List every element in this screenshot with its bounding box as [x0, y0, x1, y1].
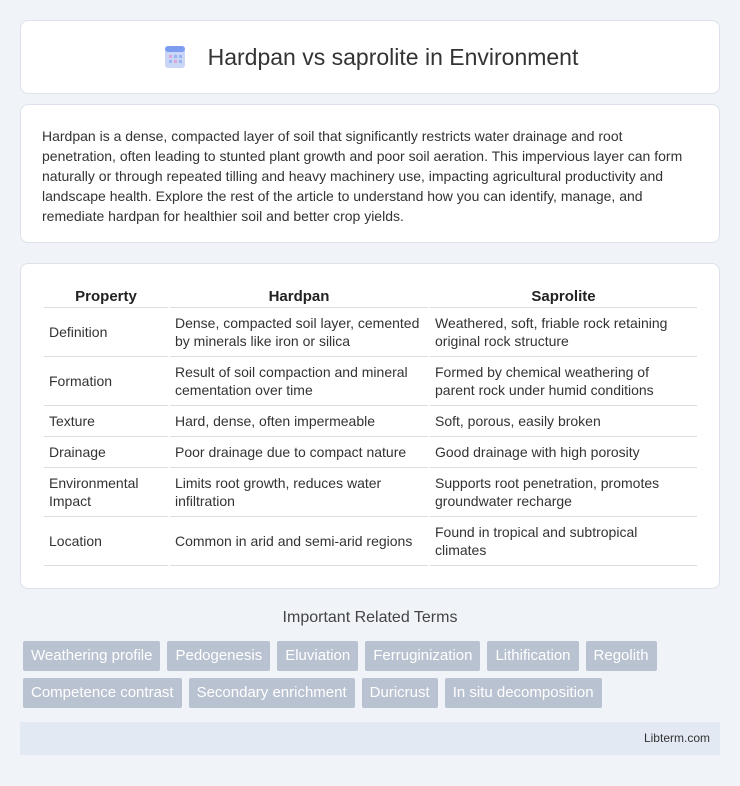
related-term-tag[interactable]: Secondary enrichment: [189, 678, 355, 708]
related-terms-title: Important Related Terms: [282, 609, 458, 626]
cell-property: Location: [44, 517, 168, 566]
related-term-tag[interactable]: Duricrust: [362, 678, 438, 708]
cell-hardpan: Hard, dense, often impermeable: [170, 406, 428, 437]
comparison-card: [20, 263, 720, 589]
table-row: [44, 357, 697, 406]
related-term-tag[interactable]: Eluviation: [277, 641, 358, 671]
table-header-row: [44, 286, 697, 308]
document-icon: [162, 44, 188, 70]
related-term-tag[interactable]: Competence contrast: [23, 678, 182, 708]
intro-text: Hardpan is a dense, compacted layer of soil that significantly restricts water drainage and root penetration, often leading to stunted plant growth and poor soil aeration. This impervious layer can form naturally or through repeated tilling and heavy machinery use, impacting agricultural productivity and landscape health. Explore the rest of the article to understand how you can identify, manage, and remediate hardpan for healthier soil and better crop yields.: [42, 128, 683, 224]
table-row: [44, 517, 697, 566]
footer-brand-link[interactable]: Libterm.com: [643, 731, 710, 745]
cell-property: Environmental Impact: [44, 468, 168, 517]
cell-property: Drainage: [44, 437, 168, 468]
comparison-table: [42, 286, 699, 566]
cell-property: Definition: [44, 308, 168, 357]
column-header-hardpan: Hardpan: [170, 286, 428, 308]
related-term-tag[interactable]: Pedogenesis: [167, 641, 270, 671]
intro-card: [20, 104, 720, 243]
column-header-saprolite: Saprolite: [430, 286, 697, 308]
cell-saprolite: Supports root penetration, promotes groundwater recharge: [430, 468, 697, 517]
cell-saprolite: Found in tropical and subtropical climates: [430, 517, 697, 566]
cell-saprolite: Formed by chemical weathering of parent rock under humid conditions: [430, 357, 697, 406]
related-term-tag[interactable]: Weathering profile: [23, 641, 160, 671]
cell-saprolite: Soft, porous, easily broken: [430, 406, 697, 437]
table-row: [44, 308, 697, 357]
related-terms-list: [23, 641, 713, 708]
table-row: [44, 406, 697, 437]
cell-saprolite: Good drainage with high porosity: [430, 437, 697, 468]
cell-property: Texture: [44, 406, 168, 437]
title-card: [20, 20, 720, 94]
footer: [20, 722, 720, 755]
cell-hardpan: Result of soil compaction and mineral cementation over time: [170, 357, 428, 406]
cell-hardpan: Dense, compacted soil layer, cemented by minerals like iron or silica: [170, 308, 428, 357]
column-header-property: Property: [44, 286, 168, 308]
table-row: [44, 437, 697, 468]
cell-hardpan: Common in arid and semi-arid regions: [170, 517, 428, 566]
table-row: [44, 468, 697, 517]
related-term-tag[interactable]: Regolith: [586, 641, 657, 671]
related-term-tag[interactable]: Lithification: [487, 641, 578, 671]
related-term-tag[interactable]: In situ decomposition: [445, 678, 602, 708]
cell-saprolite: Weathered, soft, friable rock retaining original rock structure: [430, 308, 697, 357]
cell-property: Formation: [44, 357, 168, 406]
cell-hardpan: Poor drainage due to compact nature: [170, 437, 428, 468]
page-title: Hardpan vs saprolite in Environment: [207, 43, 579, 70]
related-term-tag[interactable]: Ferruginization: [365, 641, 480, 671]
cell-hardpan: Limits root growth, reduces water infiltration: [170, 468, 428, 517]
